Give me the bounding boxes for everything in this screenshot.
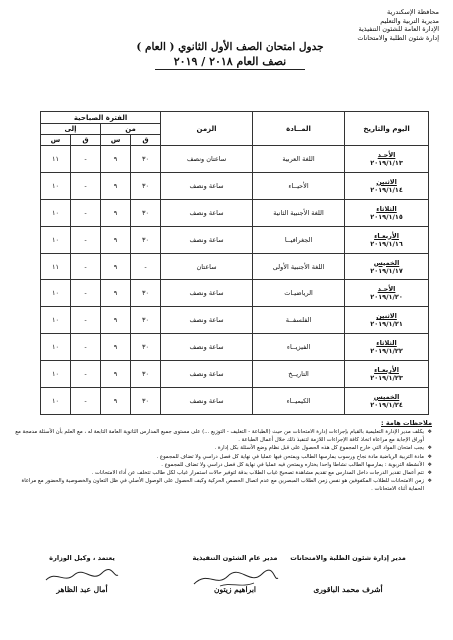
title-line-2: نصف العام ٢٠١٨ / ٢٠١٩ xyxy=(173,55,287,68)
from-minute-cell: ٣٠ xyxy=(131,226,161,253)
to-hour-cell: ١٠ xyxy=(41,199,71,226)
day-date-cell xyxy=(345,226,429,253)
subject-cell: اللغة العربية xyxy=(253,146,345,173)
from-minute-cell: - xyxy=(131,253,161,280)
duration-cell: ساعة ونصف xyxy=(161,199,253,226)
date-label: ٢٠١٩/١/٢٤ xyxy=(370,400,403,409)
table-row xyxy=(41,280,429,307)
to-hour-cell: ١٠ xyxy=(41,280,71,307)
page-title xyxy=(110,40,350,70)
date-label: ٢٠١٩/١/٢٠ xyxy=(370,293,403,302)
duration-cell: ساعة ونصف xyxy=(161,172,253,199)
header-from: من xyxy=(101,124,161,135)
day-label: الأربعـاء xyxy=(374,366,399,375)
to-hour-cell: ١١ xyxy=(41,146,71,173)
date-label: ٢٠١٩/١/٢٢ xyxy=(370,347,403,356)
duration-cell: ساعة ونصف xyxy=(161,334,253,361)
date-label: ٢٠١٩/١/١٦ xyxy=(370,239,403,248)
title-line-1: جدول امتحان الصف الأول الثانوي ( العام ) xyxy=(136,41,324,53)
day-date-cell xyxy=(345,146,429,173)
header-line: الإدارة العامة للشئون التنفيذية xyxy=(358,25,439,33)
header-to-minute: ق xyxy=(71,135,101,146)
note-text: الأنشطة التربوية : يمارسها الطالب نشاطا واحدا يختاره ويمتحن فيه عمليا في نهاية كل فصل دراسي ولا تضاف للمجموع . xyxy=(161,461,424,468)
to-minute-cell: - xyxy=(71,253,101,280)
subject-cell: الفلسفــة xyxy=(253,307,345,334)
note-item xyxy=(14,469,432,477)
exam-schedule-table xyxy=(40,111,429,415)
from-hour-cell: ٩ xyxy=(101,280,131,307)
header-day-date: اليوم والتاريخ xyxy=(345,112,429,146)
from-minute-cell: ٣٠ xyxy=(131,199,161,226)
day-label: الأربعـاء xyxy=(374,231,399,240)
to-minute-cell: - xyxy=(71,172,101,199)
header-to-hour: س xyxy=(41,135,71,146)
day-date-cell xyxy=(345,280,429,307)
title-underline xyxy=(155,69,305,70)
day-label: الثلاثاء xyxy=(376,339,397,348)
header-org-block xyxy=(289,8,439,42)
subject-cell: الأحيــاء xyxy=(253,172,345,199)
from-minute-cell: ٣٠ xyxy=(131,307,161,334)
subject-cell: التاريــخ xyxy=(253,361,345,388)
header-to: إلى xyxy=(41,124,101,135)
from-hour-cell: ٩ xyxy=(101,146,131,173)
from-hour-cell: ٩ xyxy=(101,226,131,253)
duration-cell: ساعة ونصف xyxy=(161,280,253,307)
from-hour-cell: ٩ xyxy=(101,334,131,361)
duration-cell: ساعة ونصف xyxy=(161,361,253,388)
note-item xyxy=(14,477,432,493)
from-minute-cell: ٣٠ xyxy=(131,388,161,415)
signature-name: أمال عبد الظاهر xyxy=(56,585,108,594)
table-row xyxy=(41,146,429,173)
signature-block-students-affairs xyxy=(283,553,413,595)
date-label: ٢٠١٩/١/١٣ xyxy=(370,158,403,167)
to-hour-cell: ١٠ xyxy=(41,226,71,253)
table-row xyxy=(41,172,429,199)
date-label: ٢٠١٩/١/١٥ xyxy=(370,212,403,221)
header-from-hour: س xyxy=(101,135,131,146)
date-label: ٢٠١٩/١/١٧ xyxy=(370,266,403,275)
day-label: الخميس xyxy=(373,258,400,267)
to-hour-cell: ١٠ xyxy=(41,172,71,199)
header-subject: المــادة xyxy=(253,112,345,146)
note-item xyxy=(14,444,432,452)
header-line: إدارة شئون الطلبة والامتحانات xyxy=(357,33,439,42)
signature-scribble xyxy=(40,566,120,588)
table-row xyxy=(41,226,429,253)
day-date-cell xyxy=(345,307,429,334)
day-label: الأحـد xyxy=(377,285,396,294)
to-minute-cell: - xyxy=(71,307,101,334)
day-date-cell xyxy=(345,172,429,199)
to-minute-cell: - xyxy=(71,146,101,173)
to-minute-cell: - xyxy=(71,361,101,388)
day-label: الأحـد xyxy=(377,150,396,159)
to-minute-cell: - xyxy=(71,226,101,253)
note-item xyxy=(14,453,432,461)
notes-section xyxy=(14,418,432,494)
signature-role: مدير عام الشئون التنفيذية xyxy=(192,554,278,562)
signature-name: أشرف محمد الباقورى xyxy=(313,585,383,594)
to-hour-cell: ١٠ xyxy=(41,361,71,388)
duration-cell: ساعة ونصف xyxy=(161,388,253,415)
subject-cell: الجغرافيــا xyxy=(253,226,345,253)
table-row xyxy=(41,361,429,388)
table-row xyxy=(41,388,429,415)
from-hour-cell: ٩ xyxy=(101,199,131,226)
subject-cell: الكيميــاء xyxy=(253,388,345,415)
header-line: محافظة الإسكندرية xyxy=(386,8,439,16)
day-label: الخميس xyxy=(373,392,400,401)
from-minute-cell: ٣٠ xyxy=(131,361,161,388)
day-date-cell xyxy=(345,334,429,361)
note-text: يكلف مدير الإدارة التعليمية بالقيام بإجراءات إدارة الامتحانات من حيث (الطباعة - التغليف - التوزيع ...) على مستوى جميع المدارس الثانوية العامة التابعة له ، مع العلم بأن الأسئلة مدمجة مع أوراق الإجابة مع مراعاة اتخاذ كافة الإجراءات اللازمة لتنفيذ ذلك خلال أعمال الطباعة . xyxy=(15,429,424,444)
note-text: تتم أعمال تقدير الدرجات داخل المدارس مع تقديم مشاهدة تصحيح غياب الطلاب بدقة لتوفير حالات استمرار غياب لكل طالب تتخلف عن أداء الامتحانات . xyxy=(91,470,424,477)
subject-cell: الرياضيـات xyxy=(253,280,345,307)
table-row xyxy=(41,307,429,334)
duration-cell: ساعة ونصف xyxy=(161,307,253,334)
from-minute-cell: ٣٠ xyxy=(131,280,161,307)
header-line: مديرية التربية والتعليم xyxy=(380,16,439,25)
note-text: زمن الامتحانات للطلاب المكفوفين هو نفس زمن الطلاب المبصرين مع عدم اتصال الحصص الحركية وكيف الحصول على الوصول الأصلي في ظل التعاون والخصوصية والحضور مع مراعاة الحماية أثناء الامتحانات . xyxy=(21,478,424,493)
signature-role: يعتمد ، وكيل الوزارة xyxy=(49,554,115,562)
note-text: مادة التربية الرياضية مادة نجاح ورسوب يمارسها الطالب ويمتحن فيها عمليا في نهاية كل فصل دراسي ولا تضاف للمجموع . xyxy=(156,453,424,460)
subject-cell: اللغة الأجنبية الثانية xyxy=(253,199,345,226)
notes-title: ملاحظات هامة : xyxy=(381,419,432,427)
to-minute-cell: - xyxy=(71,334,101,361)
subject-cell: الفيزيــاء xyxy=(253,334,345,361)
to-hour-cell: ١١ xyxy=(41,253,71,280)
duration-cell: ساعتان ونصف xyxy=(161,146,253,173)
day-label: الثلاثاء xyxy=(376,204,397,213)
note-text: يجب امتحان المواد التي خارج المجموع كل هذه الحصول على قبل نظام وضع الأسئلة بكل إدارة . xyxy=(214,445,424,452)
subject-cell: اللغة الأجنبية الأولى xyxy=(253,253,345,280)
table-row xyxy=(41,253,429,280)
day-date-cell xyxy=(345,253,429,280)
to-hour-cell: ١٠ xyxy=(41,388,71,415)
day-date-cell xyxy=(345,199,429,226)
from-hour-cell: ٩ xyxy=(101,361,131,388)
header-morning-period: الفترة الصباحية xyxy=(41,112,161,124)
day-label: الاثنين xyxy=(376,177,397,186)
signature-scribble xyxy=(190,568,280,590)
from-hour-cell: ٩ xyxy=(101,307,131,334)
to-minute-cell: - xyxy=(71,280,101,307)
notes-list xyxy=(14,428,432,494)
signature-name: ابراهيم زيتون xyxy=(213,585,257,594)
bullet-icon: ❖ xyxy=(427,445,432,452)
bullet-icon: ❖ xyxy=(427,478,432,485)
schedule-body xyxy=(41,146,429,415)
signature-role: مدير إدارة شئون الطلبة والامتحانات xyxy=(290,554,406,562)
from-hour-cell: ٩ xyxy=(101,388,131,415)
header-from-minute: ق xyxy=(131,135,161,146)
bullet-icon: ❖ xyxy=(427,453,432,460)
day-date-cell xyxy=(345,361,429,388)
to-hour-cell: ١٠ xyxy=(41,307,71,334)
to-minute-cell: - xyxy=(71,388,101,415)
header-duration: الزمن xyxy=(161,112,253,146)
table-row xyxy=(41,334,429,361)
bullet-icon: ❖ xyxy=(427,461,432,468)
to-minute-cell: - xyxy=(71,199,101,226)
date-label: ٢٠١٩/١/٢٣ xyxy=(370,374,403,383)
from-hour-cell: ٩ xyxy=(101,172,131,199)
from-hour-cell: ٩ xyxy=(101,253,131,280)
day-date-cell xyxy=(345,388,429,415)
date-label: ٢٠١٩/١/٢١ xyxy=(370,320,403,329)
from-minute-cell: ٣٠ xyxy=(131,172,161,199)
table-row xyxy=(41,199,429,226)
from-minute-cell: ٣٠ xyxy=(131,334,161,361)
duration-cell: ساعتان xyxy=(161,253,253,280)
date-label: ٢٠١٩/١/١٤ xyxy=(370,185,403,194)
note-item xyxy=(14,428,432,444)
bullet-icon: ❖ xyxy=(427,470,432,477)
note-item xyxy=(14,461,432,469)
bullet-icon: ❖ xyxy=(427,429,432,435)
to-hour-cell: ١٠ xyxy=(41,334,71,361)
from-minute-cell: ٣٠ xyxy=(131,146,161,173)
duration-cell: ساعة ونصف xyxy=(161,226,253,253)
day-label: الاثنين xyxy=(376,312,397,321)
